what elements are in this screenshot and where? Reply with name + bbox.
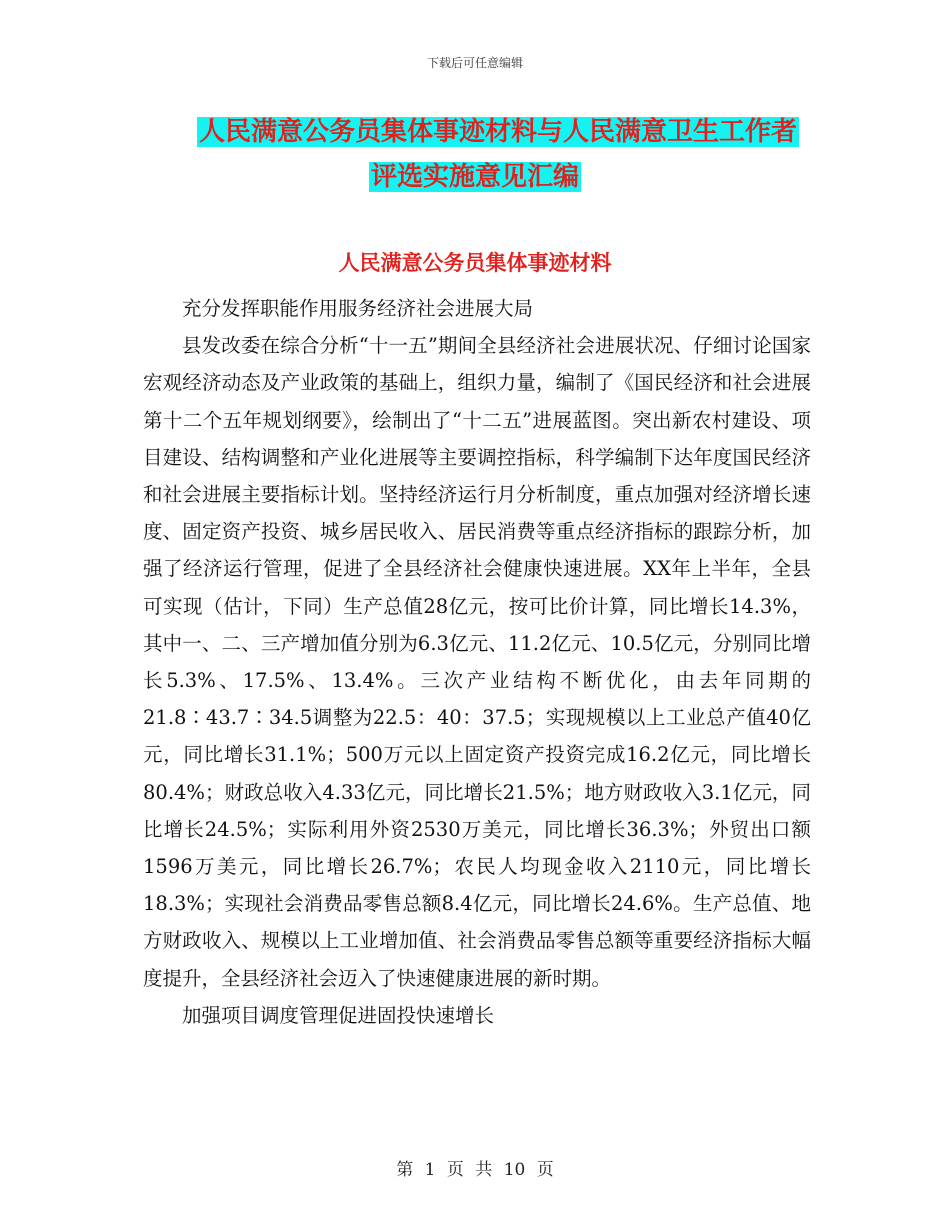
document-title: [0, 110, 950, 200]
body-text: [143, 290, 811, 1034]
section-title: 人民满意公务员集体事迹材料: [338, 251, 612, 275]
document-title-line1: 人民满意公务员集体事迹材料与人民满意卫生工作者: [198, 117, 797, 147]
paragraph-heading-2: 加强项目调度管理促进固投快速增长: [182, 1003, 495, 1027]
paragraph-body: 县发改委在综合分析“十一五”期间全县经济社会进展状况、仔细讨论国家宏观经济动态及产业政策的基础上，组织力量，编制了《国民经济和社会进展第十二个五年规划纲要》，绘制出了“十二五”进展蓝图。突出新农村建设、项目建设、结构调整和产业化进展等主要调控指标，科学编制下达年度国民经济和社会进展主要指标计划。坚持经济运行月分析制度，重点加强对经济增长速度、固定资产投资、城乡居民收入、居民消费等重点经济指标的跟踪分析，加强了经济运行管理，促进了全县经济社会健康快速进展。XX年上半年，全县可实现（估计，下同）生产总值28亿元，按可比价计算，同比增长14.3%，其中一、二、三产增加值分别为6.3亿元、11.2亿元、10.5亿元，分别同比增长5.3%、17.5%、13.4%。三次产业结构不断优化，由去年同期的21.8∶43.7∶34.5调整为22.5：40：37.5；实现规模以上工业总产值40亿元，同比增长31.1%；500万元以上固定资产投资完成16.2亿元，同比增长80.4%；财政总收入4.33亿元，同比增长21.5%；地方财政收入3.1亿元，同比增长24.5%；实际利用外资2530万美元，同比增长36.3%；外贸出口额1596万美元，同比增长26.7%；农民人均现金收入2110元，同比增长18.3%；实现社会消费品零售总额8.4亿元，同比增长24.6%。生产总值、地方财政收入、规模以上工业增加值、社会消费品零售总额等重要经济指标大幅度提升，全县经济社会迈入了快速健康进展的新时期。: [143, 334, 811, 990]
header-note: 下载后可任意编辑: [426, 56, 523, 70]
paragraph-heading-1: 充分发挥职能作用服务经济社会进展大局: [182, 297, 534, 320]
document-title-line2: 评选实施意见汇编: [370, 162, 579, 192]
page-footer: 第 1 页 共 10 页: [396, 1160, 554, 1180]
